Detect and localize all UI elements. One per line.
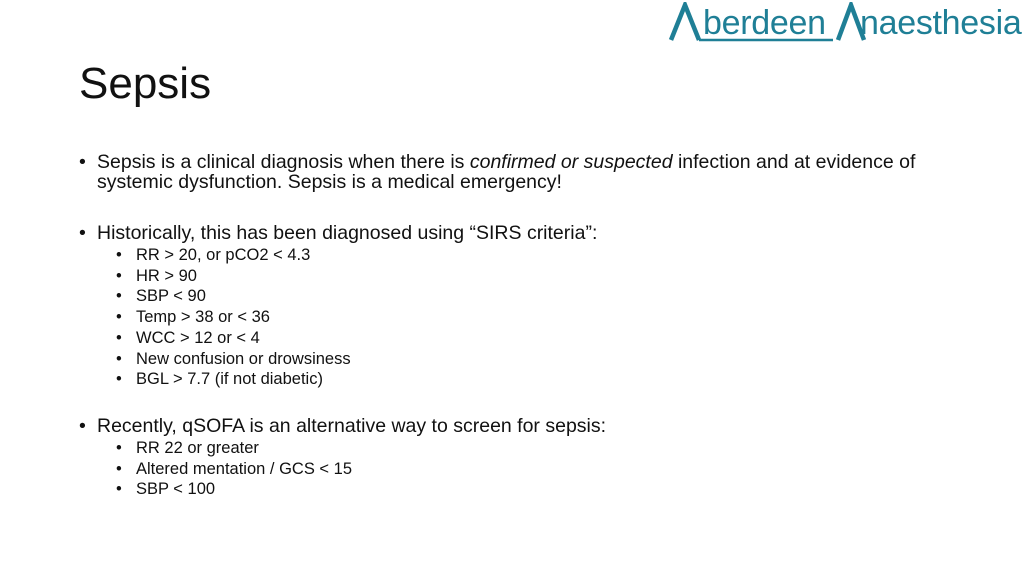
list-item: • Altered mentation / GCS < 15 [79,459,939,480]
list-item: • BGL > 7.7 (if not diabetic) [79,369,939,390]
bullet-text: Sepsis is a clinical diagnosis when there is [97,151,470,173]
bullet-text: infection and at evidence of systemic dysfunction. Sepsis is a medical emergency! [97,151,916,193]
list-item: • HR > 90 [79,266,939,287]
qsofa-criteria-list [79,438,939,500]
bullet-qsofa: • Recently, qSOFA is an alternative way to screen for sepsis: [79,416,939,436]
slide-title: Sepsis [79,59,212,108]
list-item: • RR 22 or greater [79,438,939,459]
bullet-emphasis: confirmed or suspected [469,151,673,173]
slide-content [79,152,939,500]
list-item: • WCC > 12 or < 4 [79,328,939,349]
list-item: • SBP < 90 [79,286,939,307]
bullet-sepsis-definition [79,152,939,192]
list-item: • SBP < 100 [79,479,939,500]
aberdeen-anaesthesia-logo [668,2,1022,44]
logo-word-aberdeen: berdeen [703,4,826,42]
sirs-criteria-list [79,245,939,390]
list-item: • New confusion or drowsiness [79,349,939,370]
list-item: • Temp > 38 or < 36 [79,307,939,328]
list-item: • RR > 20, or pCO2 < 4.3 [79,245,939,266]
logo-word-anaesthesia: naesthesia [860,4,1022,42]
bullet-sirs-criteria: • Historically, this has been diagnosed using “SIRS criteria”: [79,223,939,243]
